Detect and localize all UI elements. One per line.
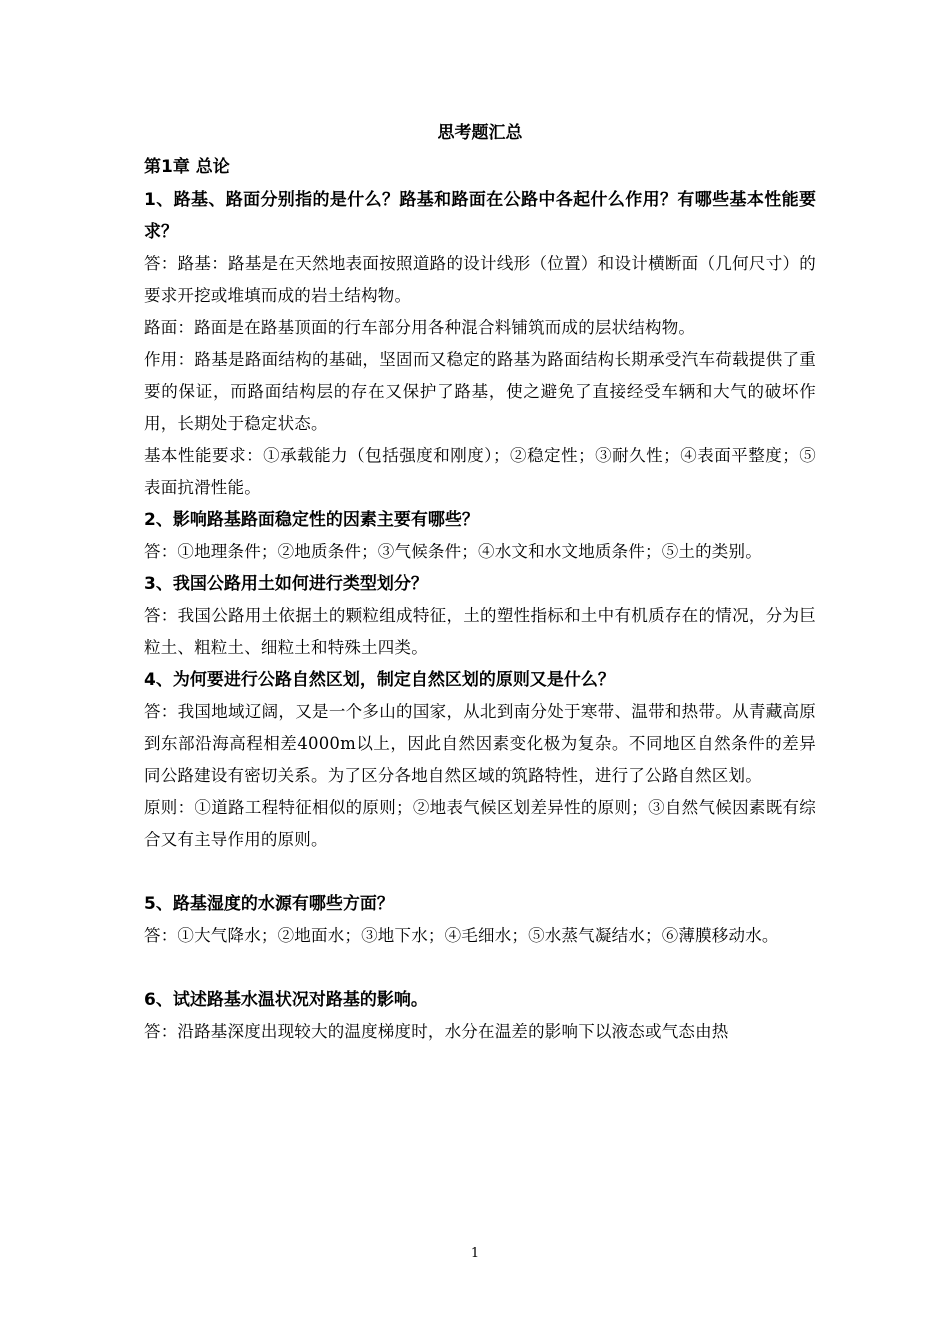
answer-6-paragraph-1: 答：沿路基深度出现较大的温度梯度时，水分在温差的影响下以液态或气态由热 <box>144 1022 729 1041</box>
question-block-2 <box>144 504 816 568</box>
chapter-heading: 第1章 总论 <box>144 157 230 177</box>
answer-3-paragraph-1: 答：我国公路用土依据土的颗粒组成特征，土的塑性指标和土中有机质存在的情况，分为巨粒土、粗粒土、细粒土和特殊土四类。 <box>144 606 816 657</box>
question-block-5 <box>144 888 816 952</box>
paragraph-gap <box>144 856 816 888</box>
answer-1-paragraph-1: 答：路基：路基是在天然地表面按照道路的设计线形（位置）和设计横断面（几何尺寸）的要求开挖或堆填而成的岩土结构物。 <box>144 254 816 305</box>
question-block-1 <box>144 184 816 504</box>
question-6: 6、试述路基水温状况对路基的影响。 <box>144 990 428 1010</box>
question-1: 1、路基、路面分别指的是什么？路基和路面在公路中各起什么作用？有哪些基本性能要求？ <box>144 190 816 242</box>
answer-1-paragraph-2: 路面：路面是在路基顶面的行车部分用各种混合料铺筑而成的层状结构物。 <box>144 318 696 337</box>
question-block-6 <box>144 984 816 1048</box>
question-2: 2、影响路基路面稳定性的因素主要有哪些？ <box>144 510 479 530</box>
question-3: 3、我国公路用土如何进行类型划分？ <box>144 574 428 594</box>
page-content <box>144 118 816 1048</box>
answer-1-paragraph-4: 基本性能要求：①承载能力（包括强度和刚度）；②稳定性；③耐久性；④表面平整度；⑤表面抗滑性能。 <box>144 446 816 497</box>
question-block-4 <box>144 664 816 856</box>
answer-5-paragraph-1: 答：①大气降水；②地面水；③地下水；④毛细水；⑤水蒸气凝结水；⑥薄膜移动水。 <box>144 926 779 945</box>
paragraph-gap <box>144 952 816 984</box>
answer-1-paragraph-3: 作用：路基是路面结构的基础，坚固而又稳定的路基为路面结构长期承受汽车荷载提供了重要的保证，而路面结构层的存在又保护了路基，使之避免了直接经受车辆和大气的破坏作用，长期处于稳定状态。 <box>144 350 816 433</box>
page-number: 1 <box>470 1246 480 1261</box>
answer-4-paragraph-1: 答：我国地域辽阔，又是一个多山的国家，从北到南分处于寒带、温带和热带。从青藏高原到东部沿海高程相差4000m以上，因此自然因素变化极为复杂。不同地区自然条件的差异同公路建设有密切关系。为了区分各地自然区域的筑路特性，进行了公路自然区划。 <box>144 702 816 785</box>
question-block-3 <box>144 568 816 664</box>
answer-4-paragraph-2: 原则：①道路工程特征相似的原则；②地表气候区划差异性的原则；③自然气候因素既有综合又有主导作用的原则。 <box>144 798 816 849</box>
question-4: 4、为何要进行公路自然区划，制定自然区划的原则又是什么？ <box>144 670 615 690</box>
document-title: 思考题汇总 <box>437 123 523 143</box>
answer-2-paragraph-1: 答：①地理条件；②地质条件；③气候条件；④水文和水文地质条件；⑤土的类别。 <box>144 542 762 561</box>
question-5: 5、路基湿度的水源有哪些方面？ <box>144 894 394 914</box>
